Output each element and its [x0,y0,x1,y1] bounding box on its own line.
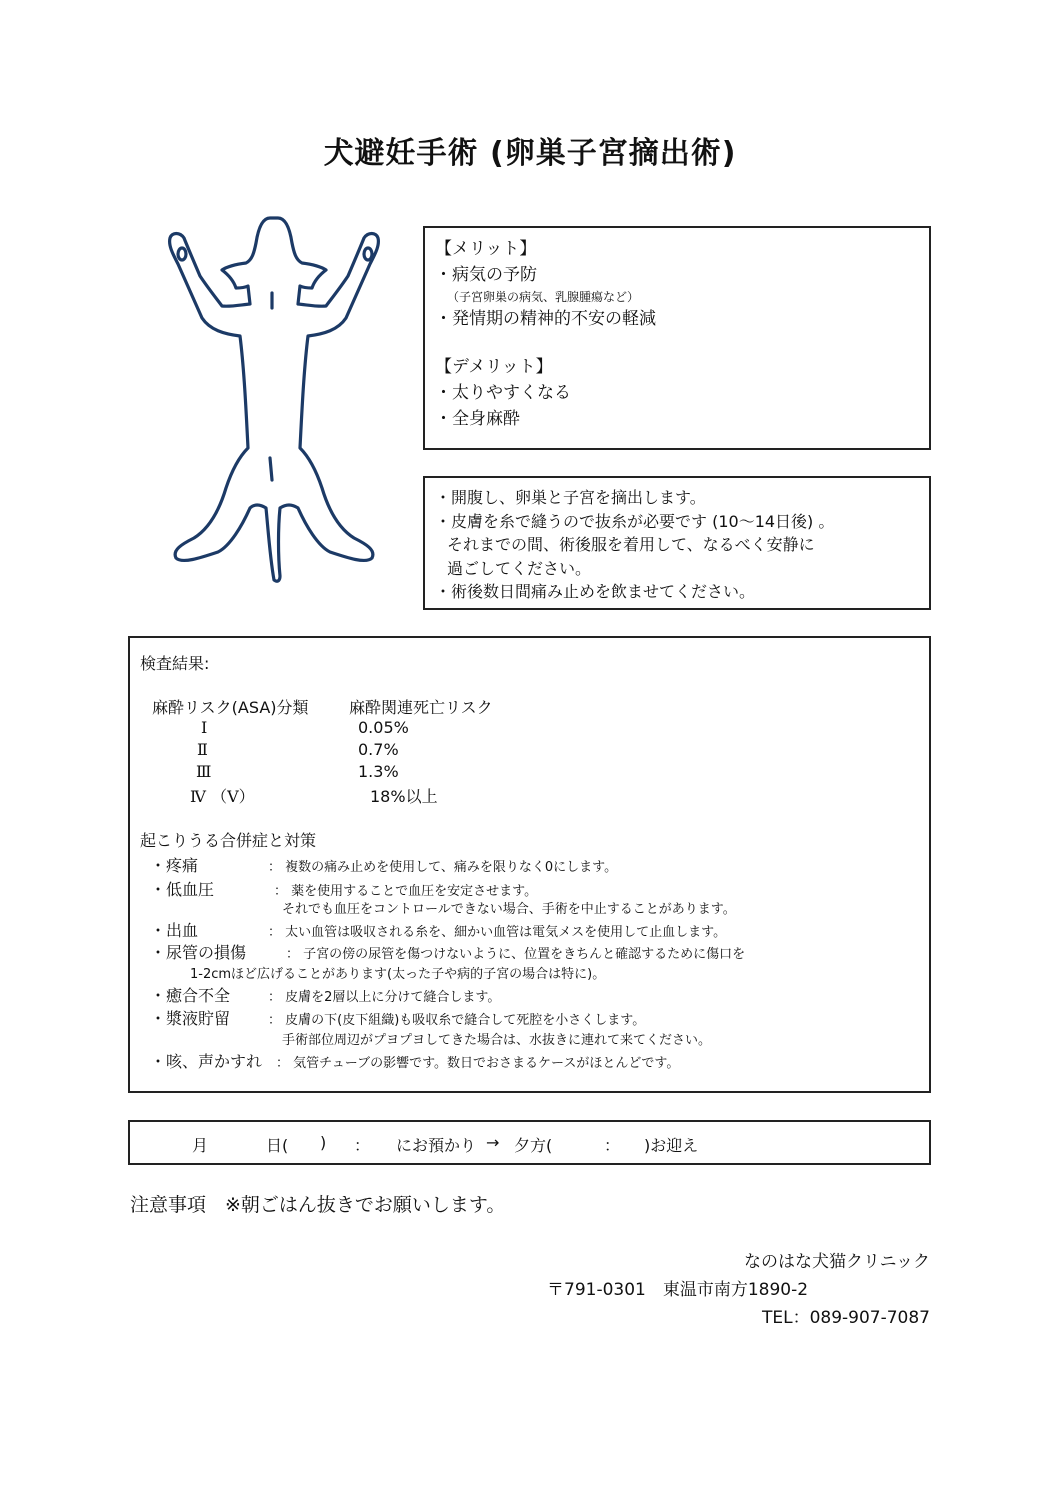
schedule-pickup-label: )お迎え [644,1136,699,1155]
dog-outline-icon [160,208,390,593]
complication-name: ・低血圧 [150,880,215,899]
asa-risk: 0.05% [358,718,409,737]
schedule-month-label: 月 [192,1136,209,1155]
procedure-line: ・術後数日間痛み止めを飲ませてください。 [435,582,756,601]
schedule-pickup-open: 夕方( [514,1136,553,1155]
page-title: 犬避妊手術 (卵巣子宮摘出術) [323,136,737,171]
complication-desc: ： 複数の痛み止めを使用して、痛みを限りなく0にします。 [268,860,618,875]
complications-title: 起こりうる合併症と対策 [140,831,317,850]
schedule-dropoff-label: にお預かり [396,1136,477,1155]
schedule-day-label: 日( [266,1136,289,1155]
merit-note: （子宮卵巣の病気、乳腺腫瘍など） [447,290,640,304]
asa-class: Ⅰ [201,718,208,737]
arrow-icon: → [486,1133,500,1152]
dog-illustration [160,208,390,593]
complication-name: ・尿管の損傷 [150,943,247,962]
notice-text: 注意事項 ※朝ごはん抜きでお願いします。 [130,1194,506,1216]
clinic-address: 〒791-0301 東温市南方1890-2 [547,1280,809,1300]
merits-heading: 【メリット】 [435,239,537,259]
complication-name: ・漿液貯留 [150,1009,231,1028]
asa-class: Ⅲ [196,762,212,781]
complication-desc: ： 薬を使用することで血圧を安定させます。 [274,884,538,899]
procedure-line: それまでの間、術後服を着用して、なるべく安静に [447,535,815,554]
schedule-time-colon: ： [354,1136,371,1155]
demerit-item: ・全身麻酔 [435,409,520,429]
complication-desc-cont: 1-2cmほど広げることがあります(太った子や病的子宮の場合は特に)。 [190,967,606,982]
asa-risk: 1.3% [358,762,399,781]
procedure-line: 過ごしてください。 [447,558,592,578]
clinic-tel: TEL：089-907-7087 [761,1308,930,1328]
schedule-box [128,1120,931,1165]
merits-demerits-box [423,226,931,450]
merit-item: ・病気の予防 [435,265,537,285]
complication-desc: ： 子宮の傍の尿管を傷つけないように、位置をきちんと確認するために傷口を [286,947,746,962]
asa-risk: 0.7% [358,740,399,759]
complication-desc: ： 皮膚の下(皮下組織)も吸収糸で縫合して死腔を小さくします。 [268,1013,646,1028]
schedule-pickup-colon: ： [604,1136,621,1155]
procedure-box [423,476,931,610]
complication-name: ・癒合不全 [150,986,231,1005]
exam-results-box [128,636,931,1093]
asa-header: 麻酔リスク(ASA)分類 [152,698,309,717]
complication-desc: ： 気管チューブの影響です。数日でおさまるケースがほとんどです。 [276,1056,680,1071]
complication-desc-cont: 手術部位周辺がプヨプヨしてきた場合は、水抜きに連れて来てください。 [282,1033,712,1048]
asa-risk: 18%以上 [370,787,438,806]
complication-name: ・疼痛 [150,856,199,875]
complication-desc: ： 皮膚を2層以上に分けて縫合します。 [268,990,501,1005]
complication-desc: ： 太い血管は吸収される糸を、細かい血管は電気メスを使用して止血します。 [268,925,727,940]
mortality-header: 麻酔関連死亡リスク [349,698,493,717]
demerits-heading: 【デメリット】 [435,357,553,377]
asa-class: Ⅱ [197,740,208,759]
merit-item: ・発情期の精神的不安の軽減 [435,309,656,329]
complication-name: ・出血 [150,921,199,940]
clinic-name: なのはな犬猫クリニック [744,1252,930,1272]
procedure-line: ・皮膚を糸で縫うので抜糸が必要です (10〜14日後) 。 [435,511,835,531]
schedule-weekday-close: ) [320,1133,327,1152]
procedure-line: ・開腹し、卵巣と子宮を摘出します。 [435,488,706,507]
demerit-item: ・太りやすくなる [435,383,571,403]
complication-name: ・咳、声かすれ [150,1052,263,1071]
complication-desc-cont: それでも血圧をコントロールできない場合、手術を中止することがあります。 [282,902,736,917]
asa-class: Ⅳ （Ⅴ） [190,787,255,806]
exam-title: 検査結果: [140,654,210,673]
